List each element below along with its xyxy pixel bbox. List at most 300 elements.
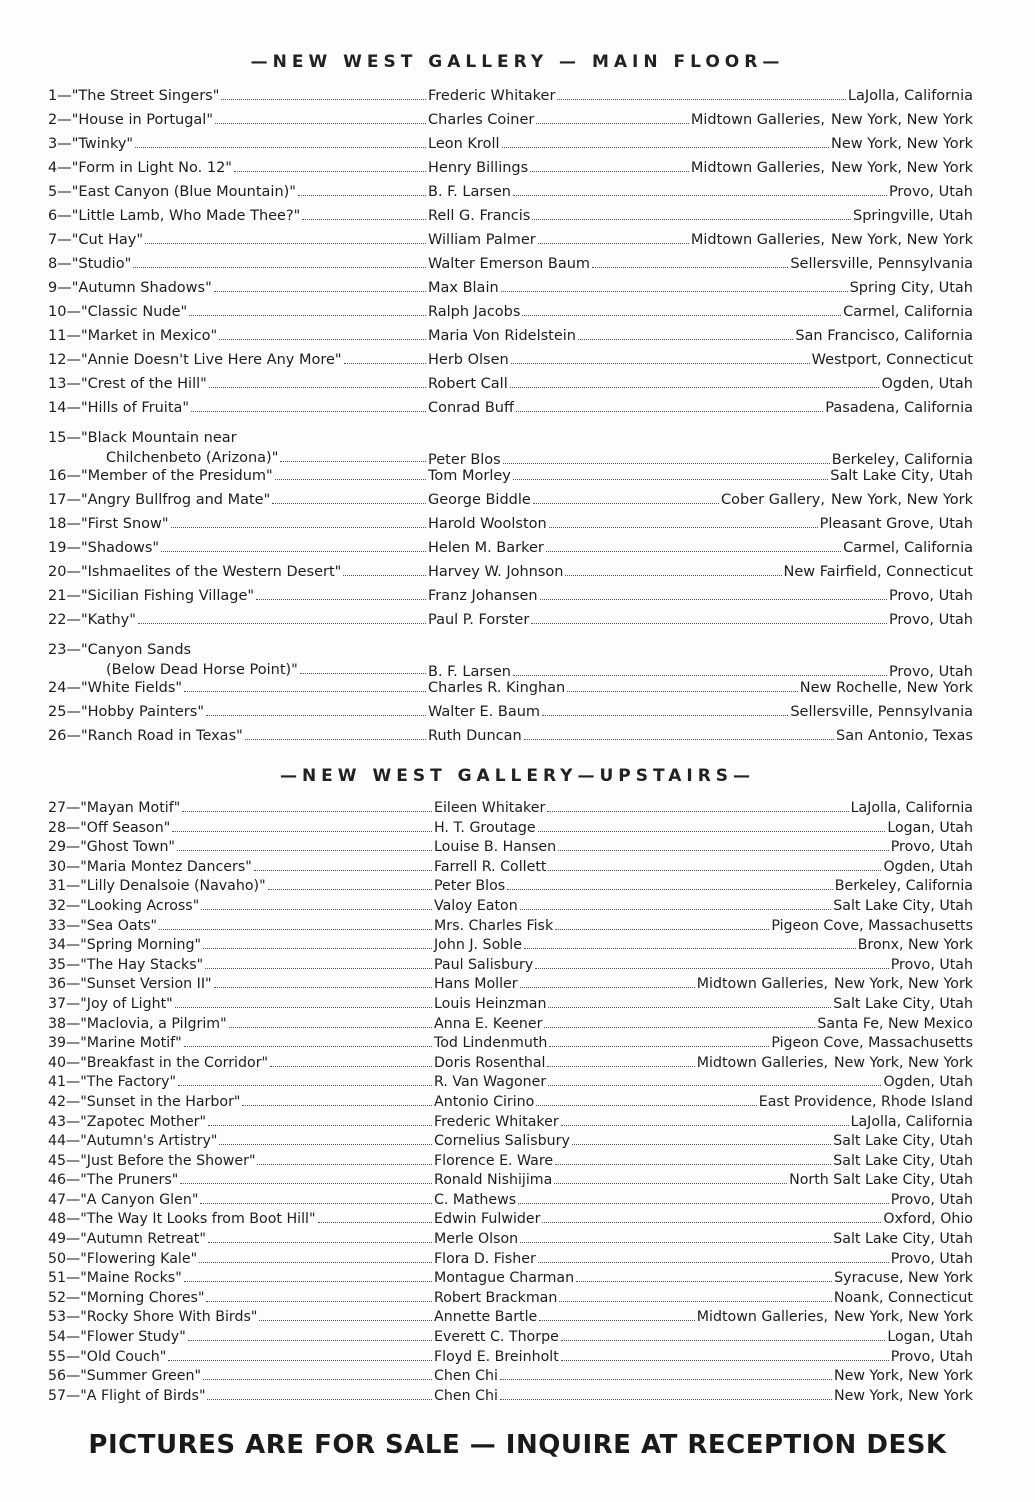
entry-title: "Joy of Light" — [80, 995, 173, 1012]
entry-artist: Franz Johansen — [428, 588, 538, 604]
entry-artist: Farrell R. Collett — [434, 858, 547, 875]
entry-title: "Black Mountain near — [80, 430, 237, 446]
entry-location: New York, New York — [834, 1387, 973, 1404]
entry-artist-cell — [434, 1349, 559, 1365]
list-item — [48, 704, 973, 728]
entry-number: 1— — [48, 88, 72, 104]
entry-title-cell — [48, 612, 428, 628]
list-item — [48, 976, 973, 996]
entry-title-cell — [48, 400, 428, 416]
leader-dots — [302, 218, 426, 220]
entry-artist-cell — [434, 1270, 574, 1286]
list-item — [48, 516, 973, 540]
entry-artist-cell — [434, 1133, 570, 1149]
entry-title-cell — [48, 232, 428, 248]
entry-title-cell — [48, 328, 428, 344]
entry-number: 56— — [48, 1368, 81, 1385]
list-item — [48, 1172, 973, 1192]
leader-dots — [548, 1084, 881, 1086]
entry-title-cell — [48, 564, 428, 580]
entry-number: 48— — [48, 1211, 81, 1228]
entry-location: Provo, Utah — [890, 1348, 973, 1365]
entry-artist-cell — [434, 1309, 537, 1325]
entry-title-line — [48, 448, 428, 468]
entry-artist: Louise B. Hansen — [434, 839, 557, 856]
leader-dots — [184, 1280, 432, 1282]
entry-title: "Autumn's Artistry" — [80, 1133, 218, 1150]
entry-number: 26— — [48, 728, 81, 744]
leader-dots — [507, 888, 833, 890]
leader-dots — [171, 526, 426, 528]
entry-location: LaJolla, California — [850, 800, 973, 816]
leader-dots — [214, 986, 432, 988]
list-item — [48, 424, 973, 468]
entry-number: 5— — [48, 184, 72, 200]
entry-artist: B. F. Larsen — [428, 184, 511, 200]
entry-artist: Helen M. Barker — [428, 540, 544, 556]
entry-artist: William Palmer — [428, 232, 536, 248]
entry-number: 6— — [48, 208, 72, 224]
leader-dots — [234, 170, 426, 172]
leader-dots — [205, 967, 432, 969]
entry-artist: Montague Charman — [434, 1270, 575, 1287]
leader-dots — [513, 194, 887, 196]
leader-dots — [280, 460, 426, 462]
entry-title-cell — [48, 1251, 434, 1267]
entry-number: 40— — [48, 1054, 81, 1071]
entry-location: Provo, Utah — [888, 588, 973, 604]
entry-title-cell — [48, 304, 428, 320]
entry-artist: Eileen Whitaker — [434, 800, 546, 816]
entry-artist-cell — [428, 728, 522, 744]
entry-artist-cell — [434, 1114, 559, 1130]
leader-dots — [559, 1300, 831, 1302]
list-item — [48, 636, 973, 680]
entry-number: 42— — [48, 1093, 81, 1110]
list-item — [48, 136, 973, 160]
entry-location: Logan, Utah — [887, 819, 973, 836]
leader-dots — [557, 98, 845, 100]
entry-location: Syracuse, New York — [834, 1270, 973, 1287]
entry-artist: Harold Woolston — [428, 516, 547, 532]
leader-dots — [138, 622, 426, 624]
entry-location: East Providence, Rhode Island — [758, 1093, 973, 1110]
entry-number: 54— — [48, 1329, 81, 1346]
leader-dots — [500, 1378, 832, 1380]
entry-location: Provo, Utah — [890, 1191, 973, 1208]
entry-artist: Frederic Whitaker — [428, 88, 556, 104]
entry-title-cell — [48, 839, 434, 855]
leader-dots — [208, 1124, 432, 1126]
leader-dots — [206, 714, 426, 716]
leader-dots — [533, 502, 719, 504]
entry-title: "House in Portugal" — [71, 112, 214, 128]
list-item — [48, 937, 973, 957]
leader-dots — [510, 386, 880, 388]
entry-location: Salt Lake City, Utah — [833, 897, 973, 914]
leader-dots — [256, 598, 426, 600]
list-item — [48, 1329, 973, 1349]
entry-location: San Francisco, California — [795, 328, 973, 344]
entry-location: Provo, Utah — [890, 956, 973, 973]
entry-artist-cell — [428, 256, 590, 272]
entry-title-cell — [48, 376, 428, 392]
leader-dots — [214, 290, 426, 292]
entry-location: New Fairfield, Connecticut — [783, 564, 973, 580]
entry-title-cell — [48, 728, 428, 744]
entry-title: "Sunset Version II" — [80, 976, 212, 993]
entry-title: "Summer Green" — [80, 1368, 201, 1385]
entry-title-cell — [48, 280, 428, 296]
entry-artist-cell — [428, 588, 538, 604]
leader-dots — [242, 1104, 432, 1106]
entry-number: 3— — [48, 136, 72, 152]
leader-dots — [177, 849, 432, 851]
entry-title: "Off Season" — [80, 819, 171, 836]
entry-title-cell — [48, 136, 428, 152]
entry-artist-cell — [434, 918, 553, 934]
leader-dots — [546, 550, 841, 552]
entry-number: 50— — [48, 1250, 81, 1267]
leader-dots — [201, 908, 432, 910]
entry-artist-cell — [434, 1192, 516, 1208]
entry-title: "Sea Oats" — [80, 917, 158, 934]
leader-dots — [254, 869, 432, 871]
leader-dots — [203, 947, 432, 949]
entry-artist: Cornelius Salisbury — [434, 1133, 570, 1150]
entry-artist: Edwin Fulwider — [434, 1211, 541, 1228]
entry-location: Provo, Utah — [888, 612, 973, 628]
leader-dots — [542, 714, 788, 716]
entry-title-line — [48, 660, 428, 680]
leader-dots — [548, 869, 881, 871]
entry-number: 27— — [48, 800, 81, 816]
entry-number: 25— — [48, 704, 81, 720]
entry-location: Salt Lake City, Utah — [833, 995, 973, 1012]
list-item — [48, 256, 973, 280]
leader-dots — [531, 622, 887, 624]
entry-title-cell — [48, 1388, 434, 1404]
entry-gallery: Midtown Galleries, — [690, 160, 825, 176]
leader-dots — [538, 1261, 889, 1263]
entry-location: Sellersville, Pennsylvania — [790, 256, 973, 272]
entry-artist-cell — [434, 1153, 553, 1169]
entry-location: Berkeley, California — [834, 878, 973, 895]
entry-location: Ogden, Utah — [883, 1074, 973, 1091]
entry-artist-cell — [428, 136, 500, 152]
entry-artist-cell — [428, 492, 531, 508]
upstairs-list — [48, 800, 973, 1407]
leader-dots — [207, 1398, 432, 1400]
leader-dots — [180, 1182, 432, 1184]
entry-title-cell — [48, 1349, 434, 1365]
list-item — [48, 352, 973, 376]
leader-dots — [544, 1026, 815, 1028]
entry-artist-cell — [428, 304, 520, 320]
list-item — [48, 1290, 973, 1310]
entry-title-cell — [48, 468, 428, 484]
entry-artist: Flora D. Fisher — [434, 1250, 536, 1267]
leader-dots — [199, 1261, 432, 1263]
entry-title-cell — [48, 1211, 434, 1227]
entry-artist: Conrad Buff — [428, 400, 514, 416]
entry-artist-cell — [434, 1231, 518, 1247]
entry-artist-cell — [428, 468, 511, 484]
entry-title: "Studio" — [71, 256, 132, 272]
entry-title: "Little Lamb, Who Made Thee?" — [71, 208, 301, 224]
entry-artist-cell — [428, 704, 540, 720]
list-item — [48, 304, 973, 328]
entry-number: 23— — [48, 642, 81, 658]
entry-number: 7— — [48, 232, 72, 248]
entry-artist: Herb Olsen — [428, 352, 509, 368]
entry-title-continued: (Below Dead Horse Point)" — [106, 662, 298, 678]
entry-title-cell — [48, 516, 428, 532]
list-item — [48, 957, 973, 977]
entry-artist-cell — [428, 400, 514, 416]
entry-number: 34— — [48, 937, 81, 954]
leader-dots — [547, 810, 848, 812]
leader-dots — [520, 908, 832, 910]
entry-title: "Ranch Road in Texas" — [80, 728, 243, 744]
entry-location: New York, New York — [830, 136, 973, 152]
entry-artist: Charles Coiner — [428, 112, 535, 128]
entry-title-cell — [48, 898, 434, 914]
entry-artist-cell — [434, 996, 546, 1012]
entry-location: Provo, Utah — [888, 664, 973, 680]
list-item — [48, 1035, 973, 1055]
leader-dots — [555, 1163, 831, 1165]
entry-location: New York, New York — [830, 160, 973, 176]
entry-number: 52— — [48, 1289, 81, 1306]
entry-number: 11— — [48, 328, 81, 344]
entry-title-cell — [48, 160, 428, 176]
list-item — [48, 1192, 973, 1212]
entry-number: 12— — [48, 352, 81, 368]
entry-number: 31— — [48, 878, 81, 895]
entry-artist-cell — [434, 1388, 498, 1404]
list-item — [48, 1094, 973, 1114]
list-item — [48, 859, 973, 879]
entry-artist: Everett C. Thorpe — [434, 1329, 559, 1346]
leader-dots — [530, 170, 689, 172]
entry-title: "Spring Morning" — [80, 937, 202, 954]
entry-number: 20— — [48, 564, 81, 580]
list-item — [48, 280, 973, 304]
entry-title-cell — [48, 1016, 434, 1032]
entry-number: 51— — [48, 1270, 81, 1287]
entry-location: New York, New York — [830, 232, 973, 248]
entry-title-cell — [48, 1133, 434, 1149]
list-item — [48, 184, 973, 208]
entry-artist-cell — [428, 232, 536, 248]
leader-dots — [511, 362, 810, 364]
entry-artist: Peter Blos — [434, 878, 506, 895]
list-item — [48, 1016, 973, 1036]
list-item — [48, 1133, 973, 1153]
entry-title-line — [48, 640, 428, 660]
entry-artist-cell — [428, 664, 511, 680]
list-item — [48, 400, 973, 424]
entry-artist-cell — [434, 976, 518, 992]
entry-artist-cell — [428, 452, 501, 468]
entry-title-cell — [48, 112, 428, 128]
leader-dots — [520, 986, 695, 988]
entry-number: 41— — [48, 1074, 81, 1091]
entry-title-cell — [48, 540, 428, 556]
list-item — [48, 160, 973, 184]
entry-title: "Breakfast in the Corridor" — [80, 1054, 269, 1071]
entry-title-cell — [48, 1172, 434, 1188]
entry-title-cell — [48, 918, 434, 934]
entry-title: "East Canyon (Blue Mountain)" — [71, 184, 296, 200]
entry-location: Bronx, New York — [857, 937, 973, 954]
entry-artist-cell — [428, 112, 534, 128]
entry-number: 8— — [48, 256, 72, 272]
entry-location: Logan, Utah — [887, 1329, 973, 1346]
main-floor-list — [48, 88, 973, 752]
leader-dots — [275, 478, 426, 480]
entry-title-cell — [48, 88, 428, 104]
list-item — [48, 1309, 973, 1329]
list-item — [48, 88, 973, 112]
entry-artist-cell — [428, 280, 499, 296]
entry-number: 32— — [48, 897, 81, 914]
entry-title: "Crest of the Hill" — [80, 376, 207, 392]
entry-title-cell — [48, 1192, 434, 1208]
leader-dots — [532, 218, 851, 220]
entry-title: "Morning Chores" — [80, 1289, 205, 1306]
leader-dots — [503, 462, 830, 464]
entry-number: 57— — [48, 1387, 81, 1404]
leader-dots — [189, 314, 426, 316]
list-item — [48, 1368, 973, 1388]
entry-artist: Florence E. Ware — [434, 1152, 554, 1169]
entry-artist: Paul Salisbury — [434, 956, 534, 973]
entry-title-cell — [48, 820, 434, 836]
entry-number: 46— — [48, 1172, 81, 1189]
entry-artist: Paul P. Forster — [428, 612, 530, 628]
entry-title: "Market in Mexico" — [80, 328, 218, 344]
leader-dots — [206, 1300, 432, 1302]
entry-title: "The Factory" — [80, 1074, 177, 1091]
entry-title: "Annie Doesn't Live Here Any More" — [80, 352, 342, 368]
leader-dots — [536, 1104, 756, 1106]
entry-title-cell — [48, 1153, 434, 1169]
entry-number: 2— — [48, 112, 72, 128]
entry-title: "First Snow" — [80, 516, 169, 532]
list-item — [48, 376, 973, 400]
entry-artist-cell — [434, 1251, 536, 1267]
leader-dots — [208, 1241, 432, 1243]
leader-dots — [524, 738, 834, 740]
entry-artist: Hans Moller — [434, 976, 518, 993]
entry-artist-cell — [434, 859, 546, 875]
leader-dots — [500, 1398, 832, 1400]
entry-number: 36— — [48, 976, 81, 993]
entry-artist: Ruth Duncan — [428, 728, 522, 744]
entry-title-cell — [48, 1114, 434, 1130]
leader-dots — [182, 810, 432, 812]
entry-artist-cell — [434, 1035, 547, 1051]
entry-title: "Sicilian Fishing Village" — [80, 588, 255, 604]
entry-number: 13— — [48, 376, 81, 392]
leader-dots — [513, 478, 828, 480]
leader-dots — [298, 194, 426, 196]
entry-location: Oxford, Ohio — [883, 1211, 973, 1228]
leader-dots — [245, 738, 426, 740]
entry-artist-cell — [434, 1016, 542, 1032]
entry-number: 9— — [48, 280, 72, 296]
list-item — [48, 898, 973, 918]
leader-dots — [518, 1202, 889, 1204]
entry-title-cell — [48, 1290, 434, 1306]
leader-dots — [548, 1006, 831, 1008]
entry-location: Salt Lake City, Utah — [830, 468, 973, 484]
entry-location: Ogden, Utah — [883, 858, 973, 875]
entry-artist: Max Blain — [428, 280, 499, 296]
entry-gallery: Midtown Galleries, — [696, 1309, 829, 1326]
entry-artist-cell — [434, 898, 518, 914]
entry-artist-cell — [434, 937, 522, 953]
entry-artist-cell — [434, 957, 533, 973]
entry-title: "Zapotec Mother" — [80, 1113, 207, 1130]
leader-dots — [343, 574, 426, 576]
entry-location: New York, New York — [834, 1309, 973, 1326]
entry-title: "Autumn Retreat" — [80, 1231, 206, 1248]
leader-dots — [549, 1045, 769, 1047]
entry-artist: Floyd E. Breinholt — [434, 1348, 559, 1365]
entry-artist: Peter Blos — [428, 452, 501, 468]
entry-title-cell — [48, 352, 428, 368]
leader-dots — [547, 1065, 694, 1067]
entry-location: Carmel, California — [843, 540, 973, 556]
entry-artist-cell — [428, 352, 509, 368]
entry-title: "Twinky" — [71, 136, 134, 152]
entry-artist: Merle Olson — [434, 1231, 519, 1248]
leader-dots — [257, 1163, 432, 1165]
entry-number: 4— — [48, 160, 72, 176]
entry-artist: Chen Chi — [434, 1368, 498, 1385]
entry-title: "Sunset in the Harbor" — [80, 1093, 241, 1110]
leader-dots — [538, 242, 689, 244]
entry-gallery: Midtown Galleries, — [690, 112, 825, 128]
list-item — [48, 1211, 973, 1231]
leader-dots — [159, 928, 432, 930]
leader-dots — [219, 338, 426, 340]
leader-dots — [540, 598, 887, 600]
entry-title-cell — [48, 1074, 434, 1090]
entry-location: Spring City, Utah — [849, 280, 973, 296]
entry-title-cell — [48, 208, 428, 224]
entry-location: Pleasant Grove, Utah — [819, 516, 973, 532]
entry-location: Sellersville, Pennsylvania — [790, 704, 973, 720]
entry-artist: Antonio Cirino — [434, 1093, 535, 1110]
entry-artist: B. F. Larsen — [428, 664, 511, 680]
leader-dots — [539, 1319, 695, 1321]
leader-dots — [161, 550, 426, 552]
entry-title-cell — [48, 1270, 434, 1286]
entry-artist: R. Van Wagoner — [434, 1074, 547, 1091]
leader-dots — [549, 526, 818, 528]
entry-artist: Tom Morley — [428, 468, 511, 484]
entry-number: 55— — [48, 1348, 81, 1365]
entry-title: "Classic Nude" — [80, 304, 188, 320]
entry-artist: Frederic Whitaker — [434, 1113, 559, 1130]
leader-dots — [538, 830, 886, 832]
leader-dots — [501, 290, 848, 292]
list-item — [48, 232, 973, 256]
